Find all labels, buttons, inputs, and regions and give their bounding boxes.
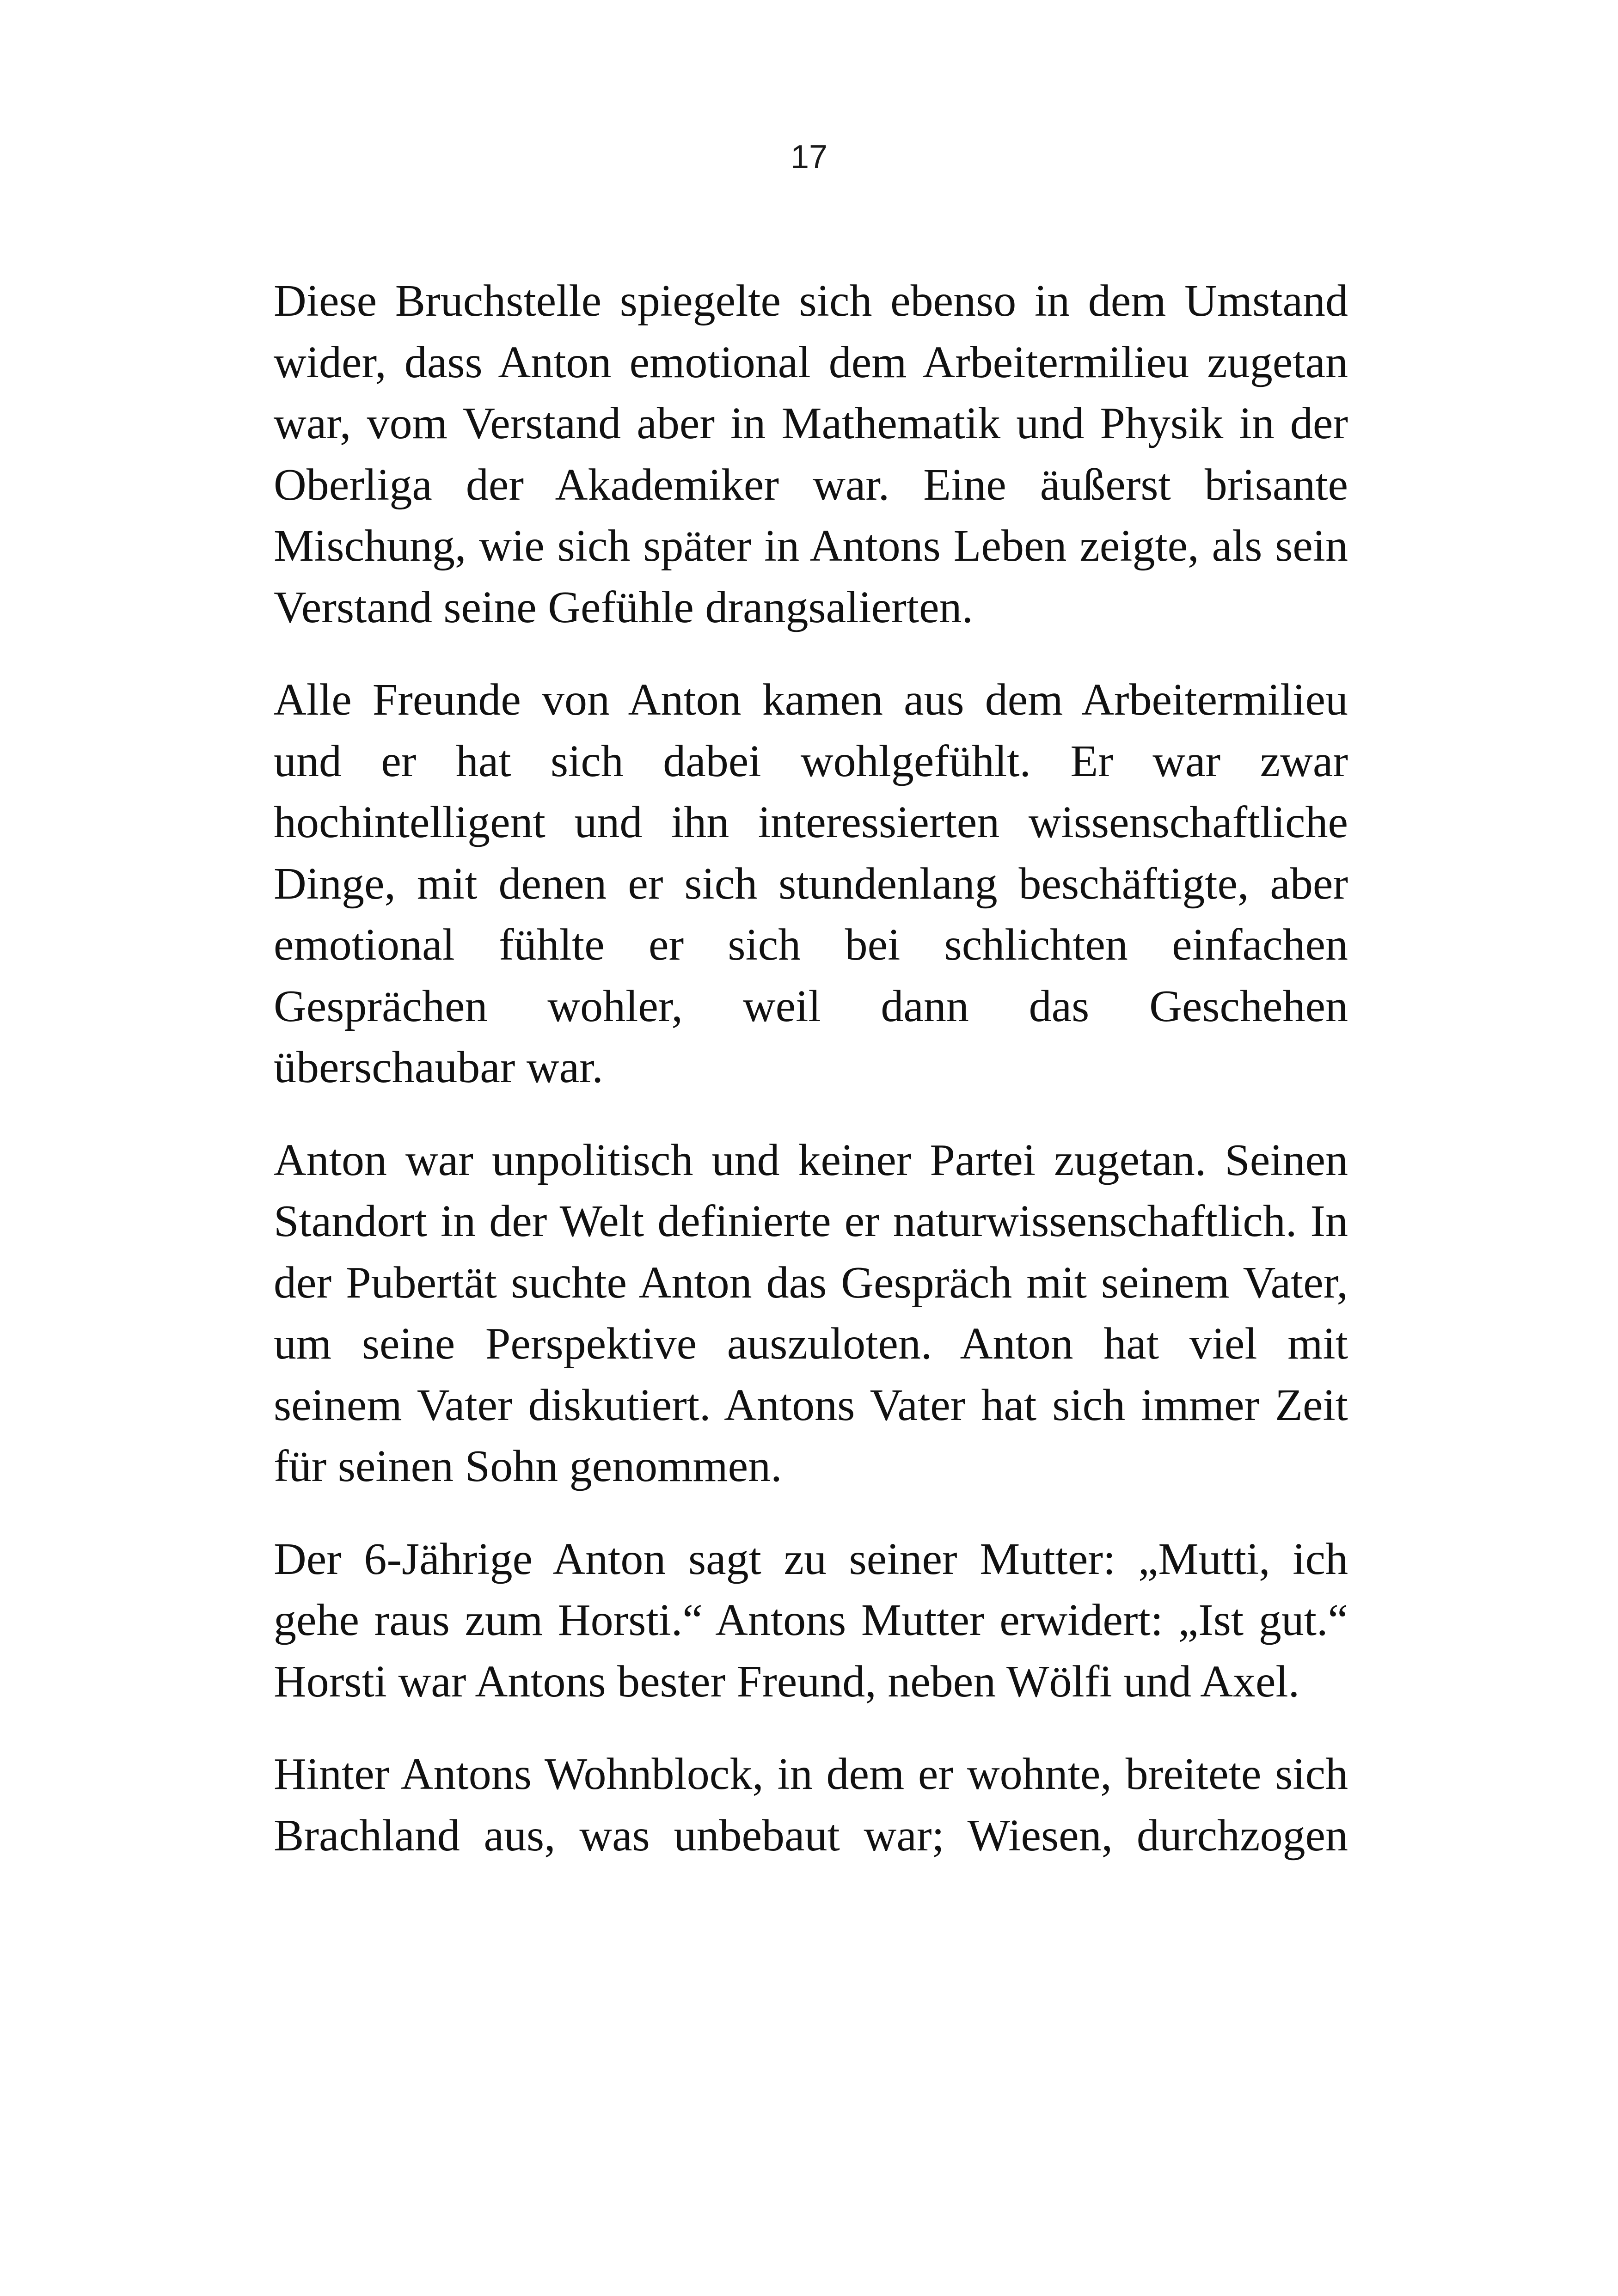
text-line: Gesprächen wohler, weil dann das Geschehen bbox=[274, 981, 1348, 1031]
text-line: Hinter Antons Wohnblock, in dem er wohnte, breitete sich bbox=[274, 1749, 1348, 1799]
text-line: hochintelligent und ihn interessierten wissenschaftliche bbox=[274, 797, 1348, 847]
text-line: der Pubertät suchte Anton das Gespräch mit seinem Vater, bbox=[274, 1257, 1348, 1308]
text-line: Alle Freunde von Anton kamen aus dem Arbeitermilieu bbox=[274, 675, 1348, 725]
paragraph-1 bbox=[274, 270, 1348, 638]
text-line: Brachland aus, was unbebaut war; Wiesen, durchzogen bbox=[274, 1810, 1348, 1861]
text-line: Der 6-Jährige Anton sagt zu seiner Mutter: „Mutti, ich bbox=[274, 1534, 1348, 1584]
text-line: Standort in der Welt definierte er naturwissenschaftlich. In bbox=[274, 1196, 1348, 1246]
text-line: Horsti war Antons bester Freund, neben Wölfi und Axel. bbox=[274, 1656, 1300, 1707]
text-line: war, vom Verstand aber in Mathematik und Physik in der bbox=[274, 398, 1348, 448]
body-text bbox=[274, 270, 1348, 1898]
text-line: Mischung, wie sich später in Antons Leben zeigte, als sein bbox=[274, 521, 1348, 571]
text-line: gehe raus zum Horsti.“ Antons Mutter erwidert: „Ist gut.“ bbox=[274, 1595, 1348, 1645]
paragraph-3 bbox=[274, 1130, 1348, 1497]
text-line: wider, dass Anton emotional dem Arbeitermilieu zugetan bbox=[274, 337, 1348, 387]
text-line: Anton war unpolitisch und keiner Partei zugetan. Seinen bbox=[274, 1135, 1348, 1185]
paragraph-4 bbox=[274, 1529, 1348, 1713]
text-line: Verstand seine Gefühle drangsalierten. bbox=[274, 582, 973, 632]
paragraph-5 bbox=[274, 1744, 1348, 1866]
paragraph-2 bbox=[274, 669, 1348, 1098]
page-number: 17 bbox=[790, 139, 828, 176]
text-line: und er hat sich dabei wohlgefühlt. Er war zwar bbox=[274, 736, 1348, 786]
text-line: Oberliga der Akademiker war. Eine äußerst brisante bbox=[274, 459, 1348, 510]
text-line: überschaubar war. bbox=[274, 1042, 603, 1092]
text-line: für seinen Sohn genommen. bbox=[274, 1441, 782, 1491]
text-line: emotional fühlte er sich bei schlichten einfachen bbox=[274, 920, 1348, 970]
text-line: seinem Vater diskutiert. Antons Vater hat sich immer Zeit bbox=[274, 1380, 1348, 1430]
text-line: um seine Perspektive auszuloten. Anton hat viel mit bbox=[274, 1319, 1348, 1369]
text-line: Dinge, mit denen er sich stundenlang beschäftigte, aber bbox=[274, 858, 1348, 909]
text-line: Diese Bruchstelle spiegelte sich ebenso in dem Umstand bbox=[274, 276, 1348, 326]
